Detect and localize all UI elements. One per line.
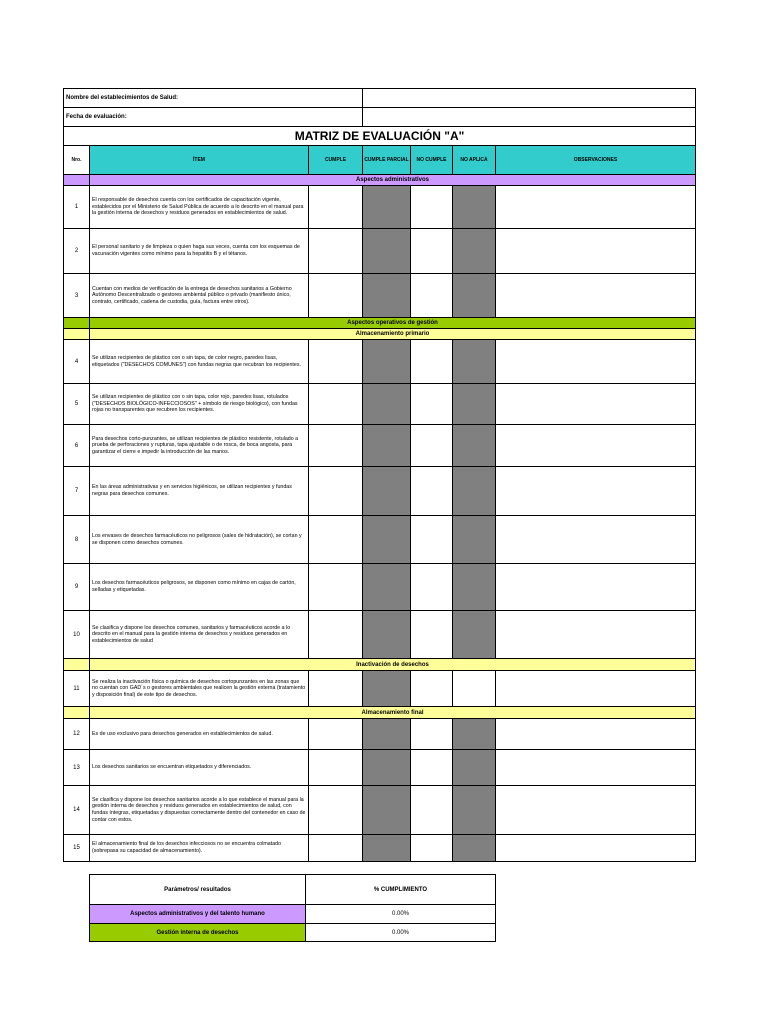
item-number: 14 (64, 786, 90, 835)
no-aplica-cell[interactable] (453, 671, 496, 707)
section-admin-label: Aspectos administrativos (90, 175, 696, 186)
observaciones-cell[interactable] (496, 186, 696, 229)
no-aplica-cell (453, 835, 496, 862)
cumple-cell[interactable] (309, 467, 363, 516)
cumple-cell[interactable] (309, 671, 363, 707)
cumple-parcial-cell (363, 186, 411, 229)
table-row (64, 719, 696, 750)
cumple-cell[interactable] (309, 425, 363, 467)
cumple-cell[interactable] (309, 750, 363, 786)
observaciones-cell[interactable] (496, 835, 696, 862)
summary-row (90, 924, 496, 942)
no-cumple-cell[interactable] (411, 671, 453, 707)
establishment-input[interactable] (363, 89, 696, 108)
item-text: Se realiza la inactivación física o química de desechos cortopunzantes en las zonas que no cuentan con GAD´s o gestores ambientales que realicen la gestión externa (tratamiento y disposición final) de este tipo de desechos. (90, 671, 309, 707)
col-cumple: CUMPLE (309, 146, 363, 175)
cumple-parcial-cell (363, 516, 411, 564)
item-text: Los desechos farmacéuticos peligrosos, se disponen como mínimo en cajas de cartón, selladas y etiquetadas. (90, 564, 309, 611)
evaluation-matrix (63, 88, 696, 862)
no-aplica-cell (453, 425, 496, 467)
cumple-parcial-cell (363, 384, 411, 425)
table-row (64, 564, 696, 611)
title-row (64, 127, 696, 146)
no-cumple-cell[interactable] (411, 274, 453, 318)
col-no-cumple: NO CUMPLE (411, 146, 453, 175)
item-text: Para desechos corto-punzantes, se utilizan recipientes de plástico resistente, rotulado a prueba de perforaciones y rupturas, tapa ajustable o de rosca, de boca angosta, para garantizar el cierre e impedir la introducción de las manos. (90, 425, 309, 467)
cumple-cell[interactable] (309, 384, 363, 425)
observaciones-cell[interactable] (496, 786, 696, 835)
item-text: Los desechos sanitarios se encuentran etiquetados y diferenciados. (90, 750, 309, 786)
cumple-parcial-cell (363, 229, 411, 274)
cumple-parcial-cell (363, 835, 411, 862)
item-number: 15 (64, 835, 90, 862)
observaciones-cell[interactable] (496, 564, 696, 611)
observaciones-cell[interactable] (496, 467, 696, 516)
summary-row (90, 905, 496, 924)
cumple-cell[interactable] (309, 611, 363, 659)
summary-value: 0.00% (306, 924, 496, 942)
column-header-row (64, 146, 696, 175)
summary-param-header: Parámetros/ resultados (90, 875, 306, 905)
cumple-cell[interactable] (309, 564, 363, 611)
summary-pct-header: % CUMPLIMIENTO (306, 875, 496, 905)
no-aplica-cell (453, 340, 496, 384)
item-number: 2 (64, 229, 90, 274)
no-cumple-cell[interactable] (411, 384, 453, 425)
item-number: 12 (64, 719, 90, 750)
cumple-parcial-cell (363, 611, 411, 659)
item-number: 4 (64, 340, 90, 384)
col-nro: Nro. (64, 146, 90, 175)
table-row (64, 425, 696, 467)
item-text: El personal sanitario y de limpieza o quien haga sus veces, cuenta con los esquemas de vacunación vigentes como mínimo para la hepatitis B y el tétanos. (90, 229, 309, 274)
table-row (64, 750, 696, 786)
observaciones-cell[interactable] (496, 274, 696, 318)
item-text: Se clasifica y dispone los desechos comunes, sanitarios y farmacéuticos acorde a lo descrito en el manual para la gestión interna de desechos y residuos generados en establecimientos de salud (90, 611, 309, 659)
no-cumple-cell[interactable] (411, 750, 453, 786)
observaciones-cell[interactable] (496, 719, 696, 750)
observaciones-cell[interactable] (496, 611, 696, 659)
cumple-cell[interactable] (309, 186, 363, 229)
item-number: 7 (64, 467, 90, 516)
item-number: 13 (64, 750, 90, 786)
cumple-parcial-cell (363, 467, 411, 516)
no-cumple-cell[interactable] (411, 467, 453, 516)
table-row (64, 340, 696, 384)
no-cumple-cell[interactable] (411, 835, 453, 862)
section-final (64, 707, 696, 719)
observaciones-cell[interactable] (496, 425, 696, 467)
item-number: 6 (64, 425, 90, 467)
section-inactivacion-label: Inactivación de desechos (90, 659, 696, 671)
no-aplica-cell (453, 786, 496, 835)
page-title: MATRIZ DE EVALUACIÓN "A" (64, 127, 696, 146)
date-row (64, 108, 696, 127)
cumple-parcial-cell (363, 671, 411, 707)
summary-header-row (90, 875, 496, 905)
no-cumple-cell[interactable] (411, 229, 453, 274)
col-item: ÍTEM (90, 146, 309, 175)
no-aplica-cell (453, 274, 496, 318)
no-aplica-cell (453, 750, 496, 786)
table-row (64, 186, 696, 229)
item-text: Se utilizan recipientes de plástico con o sin tapa, de color negro, paredes lisas, etiquetados ("DESECHOS COMUNES") con fundas negras que recubran los recipientes. (90, 340, 309, 384)
table-row (64, 786, 696, 835)
no-cumple-cell[interactable] (411, 719, 453, 750)
no-cumple-cell[interactable] (411, 425, 453, 467)
cumple-parcial-cell (363, 340, 411, 384)
section-primario (64, 329, 696, 340)
item-number: 8 (64, 516, 90, 564)
item-text: Cuentan con medios de verificación de la entrega de desechos sanitarios a Gobierno Autónomo Descentralizado o gestores ambiental público o privado (manifiesto único, contrato, certificado, cadena de custodia, guía, factura entre otros). (90, 274, 309, 318)
col-no-aplica: NO APLICA (453, 146, 496, 175)
date-label: Fecha de evaluación: (64, 108, 363, 127)
cumple-parcial-cell (363, 564, 411, 611)
item-number: 3 (64, 274, 90, 318)
item-text: En las áreas administrativas y en servicios higiénicos, se utilizan recipientes y fundas negras para desechos comunes. (90, 467, 309, 516)
item-text: Es de uso exclusivo para desechos generados en establecimientos de salud. (90, 719, 309, 750)
no-aplica-cell (453, 467, 496, 516)
cumple-parcial-cell (363, 786, 411, 835)
observaciones-cell[interactable] (496, 750, 696, 786)
table-row (64, 671, 696, 707)
table-row (64, 467, 696, 516)
no-cumple-cell[interactable] (411, 186, 453, 229)
establishment-row (64, 89, 696, 108)
col-observaciones: OBSERVACIONES (496, 146, 696, 175)
table-row (64, 611, 696, 659)
item-number: 11 (64, 671, 90, 707)
item-text: El almacenamiento final de los desechos infecciosos no se encuentra colmatado (sobrepasa su capacidad de almacenamiento). (90, 835, 309, 862)
no-aplica-cell (453, 229, 496, 274)
item-number: 9 (64, 564, 90, 611)
cumple-cell[interactable] (309, 340, 363, 384)
item-text: Se clasifica y dispone los desechos sanitarios acorde a lo que establece el manual para la gestión interna de desechos y residuos generados en establecimientos de salud, con fundas íntegras, etiquetadas y dispuestas correctamente dentro del contenedor en caso de contar con estos. (90, 786, 309, 835)
no-cumple-cell[interactable] (411, 611, 453, 659)
item-number: 1 (64, 186, 90, 229)
table-row (64, 229, 696, 274)
observaciones-cell[interactable] (496, 516, 696, 564)
item-number: 5 (64, 384, 90, 425)
no-aplica-cell (453, 516, 496, 564)
summary-table (89, 874, 496, 942)
no-cumple-cell[interactable] (411, 516, 453, 564)
observaciones-cell[interactable] (496, 384, 696, 425)
no-aplica-cell (453, 564, 496, 611)
section-operativos (64, 318, 696, 329)
cumple-cell[interactable] (309, 786, 363, 835)
cumple-cell[interactable] (309, 835, 363, 862)
item-number: 10 (64, 611, 90, 659)
table-row (64, 274, 696, 318)
cumple-cell[interactable] (309, 719, 363, 750)
observaciones-cell[interactable] (496, 229, 696, 274)
section-admin (64, 175, 696, 186)
observaciones-cell[interactable] (496, 340, 696, 384)
no-cumple-cell[interactable] (411, 340, 453, 384)
table-row (64, 384, 696, 425)
table-row (64, 835, 696, 862)
cumple-parcial-cell (363, 750, 411, 786)
cumple-parcial-cell (363, 274, 411, 318)
col-cumple-parcial: CUMPLE PARCIAL (363, 146, 411, 175)
section-primario-label: Almacenamiento primario (90, 329, 696, 340)
summary-label: Gestión interna de desechos (90, 924, 306, 942)
no-aplica-cell (453, 719, 496, 750)
cumple-cell[interactable] (309, 229, 363, 274)
table-row (64, 516, 696, 564)
summary-value: 0.00% (306, 905, 496, 924)
no-aplica-cell (453, 384, 496, 425)
section-final-label: Almacenamiento final (90, 707, 696, 719)
establishment-label: Nombre del establecimientos de Salud: (64, 89, 363, 108)
date-input[interactable] (363, 108, 696, 127)
no-aplica-cell (453, 611, 496, 659)
cumple-parcial-cell (363, 425, 411, 467)
item-text: Se utilizan recipientes de plástico con o sin tapa, color rojo, paredes lisas, rotulados ("DESECHOS BIOLÓGICO-INFECCIOSOS" + símbolo de riesgo biológico), con fundas rojas no transparentes que recubren los recipientes. (90, 384, 309, 425)
no-aplica-cell (453, 186, 496, 229)
summary-label: Aspectos administrativos y del talento humano (90, 905, 306, 924)
item-text: El responsable de desechos cuenta con los certificados de capacitación vigente, establecidos por el Ministerio de Salud Pública de acuerdo a lo descrito en el manual para la gestión interna de desechos y residuos generados en establecimientos de salud. (90, 186, 309, 229)
no-cumple-cell[interactable] (411, 564, 453, 611)
cumple-parcial-cell (363, 719, 411, 750)
section-inactivacion (64, 659, 696, 671)
observaciones-cell[interactable] (496, 671, 696, 707)
item-text: Los envases de desechos farmacéuticos no peligrosos (sales de hidratación), se cortan y se disponen como desechos comunes. (90, 516, 309, 564)
no-cumple-cell[interactable] (411, 786, 453, 835)
section-operativos-label: Aspectos operativos de gestión (90, 318, 696, 329)
cumple-cell[interactable] (309, 516, 363, 564)
cumple-cell[interactable] (309, 274, 363, 318)
